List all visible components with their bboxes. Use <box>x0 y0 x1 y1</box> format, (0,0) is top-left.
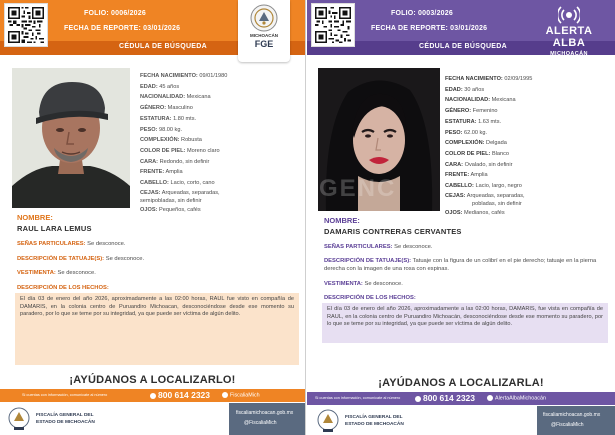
alerta-text: ALERTA <box>545 25 593 37</box>
detail-row: FRENTE: Amplia <box>140 169 183 176</box>
help-us-banner: ¡AYÚDANOS A LOCALIZARLA! <box>378 377 544 389</box>
footer-org-line2: ESTADO DE MICHOACÁN <box>345 422 404 427</box>
detail-row: CEJAS: Arqueadas, separadas, <box>140 189 220 196</box>
search-card-damaris <box>307 0 615 435</box>
tattoo-description: DESCRIPCIÓN DE TATUAJE(S): Tatuaje con la figura de un colibrí en el pie derecho; tatuaje en la pierna derecha con la imagen de una rosa con espinas. <box>324 258 597 272</box>
contact-prompt: Si cuentas con información, comunícate al número <box>315 396 401 400</box>
fge-seal-icon <box>317 409 339 433</box>
events-label: DESCRIPCIÓN DE LOS HECHOS: <box>324 295 416 301</box>
detail-row-continued: semipobladas, sin definir <box>140 197 202 204</box>
detail-row: CARA: Redondo, sin definir <box>140 158 210 165</box>
report-date: FECHA DE REPORTE: 03/01/2026 <box>371 25 488 32</box>
alba-text: ALBA <box>552 37 586 49</box>
detail-row: GÉNERO: Masculino <box>140 105 193 112</box>
report-date: FECHA DE REPORTE: 03/01/2026 <box>64 25 181 32</box>
detail-row: COLOR DE PIEL: Blanco <box>445 150 510 157</box>
detail-row: GÉNERO: Femenino <box>445 108 498 115</box>
footer-org-line1: FISCALÍA GENERAL DEL <box>345 415 403 420</box>
qr-code-icon[interactable] <box>311 3 355 47</box>
detail-row: COMPLEXIÓN: Delgada <box>445 140 507 147</box>
detail-row: PESO: 62.00 kg. <box>445 129 487 136</box>
person-details-list <box>445 74 532 218</box>
help-us-banner: ¡AYÚDANOS A LOCALIZARLO! <box>69 374 236 386</box>
phone-icon <box>150 393 156 399</box>
social-handle[interactable]: AlertaAlbaMichoacán <box>487 395 546 401</box>
detail-row: EDAD: 45 años <box>140 83 180 90</box>
events-label: DESCRIPCIÓN DE LOS HECHOS: <box>17 285 109 291</box>
detail-row: NACIONALIDAD: Mexicana <box>140 94 211 101</box>
detail-row: COMPLEXIÓN: Robusta <box>140 137 202 144</box>
facebook-icon <box>222 392 228 398</box>
photo-watermark: GENC <box>319 175 397 202</box>
badge-state-name: MICHOACÁN <box>250 33 278 38</box>
footer-website[interactable]: fiscaliamichoacan.gob.mx <box>236 410 294 416</box>
qr-code-icon[interactable] <box>4 3 48 47</box>
fge-seal-icon <box>8 407 30 431</box>
events-description: El día 03 de enero del año 2026, aproximadamente a las 02:00 horas, DAMARIS, fue vista en compañía de RAUL, en la colonia centro de Puruandiro Michoacán, desconociéndose desde ese momento su paradero, por lo que se teme por su integridad, ya que puede ser víctima de algún delito. <box>322 303 608 343</box>
detail-row: CABELLO: Lacio, largo, negro <box>445 183 522 190</box>
contact-bar <box>307 392 615 405</box>
missing-person-photo <box>12 68 130 208</box>
events-description: El día 03 de enero del año 2026, aproximadamente a las 02:00 horas, RAUL fue visto en compañía de DAMARIS, en la colonia centro de Puruandiro Michoacan, desconociéndose desde ese momento su paradero, por lo que se teme por su integridad, ya que puede ser víctima de algún delito. <box>15 293 299 365</box>
michoacan-text: MICHOACÁN <box>550 51 588 57</box>
detail-row-continued: pobladas, sin definir <box>472 200 522 207</box>
detail-row: OJOS: Pequeños, cafés <box>140 206 201 213</box>
card-type-title: CÉDULA DE BÚSQUEDA <box>119 43 207 50</box>
search-card-raul <box>0 0 306 435</box>
name-label: NOMBRE: <box>324 216 360 225</box>
detail-row: CARA: Ovalado, sin definir <box>445 161 513 168</box>
footer <box>307 406 615 435</box>
detail-row: FECHA NACIMIENTO: 09/01/1980 <box>140 73 228 79</box>
detail-row: CABELLO: Lacio, corto, cano <box>140 180 215 187</box>
card-type-title: CÉDULA DE BÚSQUEDA <box>419 43 507 50</box>
person-name: DAMARIS CONTRERAS CERVANTES <box>324 227 462 236</box>
detail-row: NACIONALIDAD: Mexicana <box>445 97 516 104</box>
hotline-number[interactable]: 800 614 2323 <box>150 390 210 400</box>
state-seal-icon <box>250 4 278 32</box>
folio-number: FOLIO: 0003/2026 <box>391 10 453 17</box>
detail-row: ESTATURA: 1.63 mts. <box>445 118 502 125</box>
person-details-list <box>140 71 227 215</box>
contact-bar <box>0 389 305 402</box>
distinguishing-marks: SEÑAS PARTICULARES: Se desconoce. <box>17 241 126 247</box>
footer-social[interactable]: @FiscaliaMich <box>244 420 277 426</box>
detail-row: FRENTE: Amplia <box>445 172 488 179</box>
footer <box>0 403 305 435</box>
detail-row: EDAD: 30 años <box>445 86 485 93</box>
footer-website[interactable]: fiscaliamichoacan.gob.mx <box>543 412 601 418</box>
fge-logo-badge <box>238 0 290 62</box>
tattoo-description: DESCRIPCIÓN DE TATUAJE(S): Se desconoce. <box>17 256 145 262</box>
name-label: NOMBRE: <box>17 213 53 222</box>
phone-icon <box>415 396 421 402</box>
contact-prompt: Si cuentas con información, comunícate al número <box>22 393 108 397</box>
facebook-icon <box>487 395 493 401</box>
detail-row: PESO: 98.00 kg. <box>140 126 182 133</box>
distinguishing-marks: SEÑAS PARTICULARES: Se desconoce. <box>324 244 433 250</box>
clothing-description: VESTIMENTA: Se desconoce. <box>17 270 96 276</box>
footer-org-line2: ESTADO DE MICHOACÁN <box>36 420 95 425</box>
badge-fge-text: FGE <box>254 39 274 49</box>
footer-org-line1: FISCALÍA GENERAL DEL <box>36 413 94 418</box>
footer-social[interactable]: @FiscaliaMich <box>551 422 584 428</box>
detail-row: OJOS: Medianos, cafés <box>445 209 505 216</box>
detail-row: FECHA NACIMIENTO: 02/09/1995 <box>445 76 533 82</box>
person-name: RAUL LARA LEMUS <box>17 224 92 233</box>
detail-row: CEJAS: Arqueadas, separadas, <box>445 192 525 199</box>
social-handle[interactable]: FiscaliaMich <box>222 392 260 398</box>
detail-row: ESTATURA: 1.80 mts. <box>140 115 197 122</box>
detail-row: COLOR DE PIEL: Moreno claro <box>140 147 220 154</box>
hotline-number[interactable]: 800 614 2323 <box>415 393 475 403</box>
broadcast-icon <box>558 4 580 26</box>
folio-number: FOLIO: 0006/2026 <box>84 10 146 17</box>
clothing-description: VESTIMENTA: Se desconoce. <box>324 281 403 287</box>
